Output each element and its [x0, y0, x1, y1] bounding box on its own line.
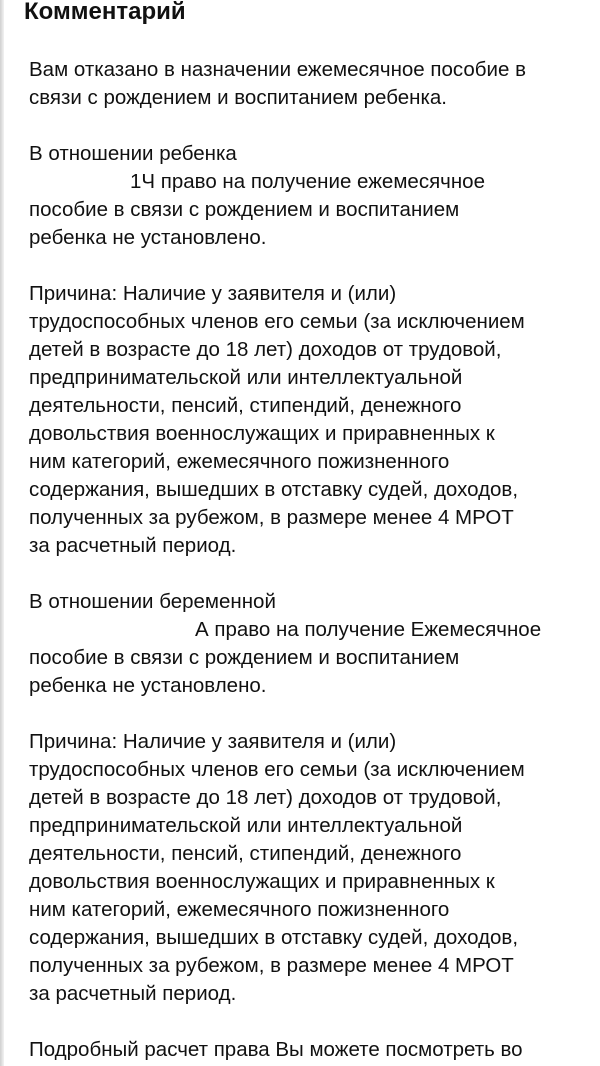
refusal-paragraph [29, 56, 589, 112]
text-line: за расчетный период. [29, 982, 237, 1005]
text-line: содержания, вышедших в отставку судей, доходов, [29, 478, 519, 501]
text-line [29, 588, 589, 616]
text-line: предпринимательской или интеллектуальной [29, 366, 463, 389]
text-line: 1Ч право на получение ежемесячное [130, 170, 485, 193]
text-line: детей в возрасте до 18 лет) доходов от трудовой, [29, 786, 502, 809]
text-line: трудоспособных членов его семьи (за исключением [29, 758, 525, 781]
text-line: деятельности, пенсий, стипендий, денежного [29, 394, 462, 417]
footer-paragraph [29, 1036, 589, 1064]
reason-paragraph-2 [29, 728, 589, 1008]
text-line: В отношении ребенка [29, 142, 237, 165]
text-line: содержания, вышедших в отставку судей, доходов, [29, 926, 519, 949]
text-line: Причина: Наличие у заявителя и (или) [29, 730, 397, 753]
text-line: предпринимательской или интеллектуальной [29, 814, 463, 837]
text-line: связи с рождением и воспитанием ребенка. [29, 86, 447, 109]
left-edge-shadow [0, 0, 4, 1066]
text-line: ним категорий, ежемесячного пожизненного [29, 898, 450, 921]
text-line: довольствия военнослужащих и приравненных к [29, 870, 495, 893]
text-line: полученных за рубежом, в размере менее 4 МРОТ [29, 506, 514, 529]
comment-title: Комментарий [24, 0, 186, 25]
text-line: ребенка не установлено. [29, 674, 267, 697]
text-line: А право на получение Ежемесячное [195, 618, 542, 641]
text-line: деятельности, пенсий, стипендий, денежного [29, 842, 462, 865]
pregnant-label: В отношении беременной [29, 590, 276, 613]
text-line: Вам отказано в назначении ежемесячное пособие в [29, 58, 526, 81]
text-line: ребенка не установлено. [29, 226, 267, 249]
text-line: ним категорий, ежемесячного пожизненного [29, 450, 450, 473]
text-line: за расчетный период. [29, 534, 237, 557]
reason-paragraph-1 [29, 280, 589, 560]
text-line: пособие в связи с рождением и воспитанием [29, 646, 460, 669]
comment-body [29, 56, 589, 1066]
text-line: довольствия военнослужащих и приравненных к [29, 422, 495, 445]
pregnant-paragraph [29, 588, 589, 700]
text-line: Причина: Наличие у заявителя и (или) [29, 282, 397, 305]
text-line: детей в возрасте до 18 лет) доходов от трудовой, [29, 338, 502, 361]
text-line: пособие в связи с рождением и воспитанием [29, 198, 460, 221]
redacted-name [276, 591, 496, 615]
text-line: трудоспособных членов его семьи (за исключением [29, 310, 525, 333]
child-paragraph [29, 140, 589, 252]
text-line: Подробный расчет права Вы можете посмотреть во [29, 1038, 523, 1061]
text-line: полученных за рубежом, в размере менее 4 МРОТ [29, 954, 514, 977]
